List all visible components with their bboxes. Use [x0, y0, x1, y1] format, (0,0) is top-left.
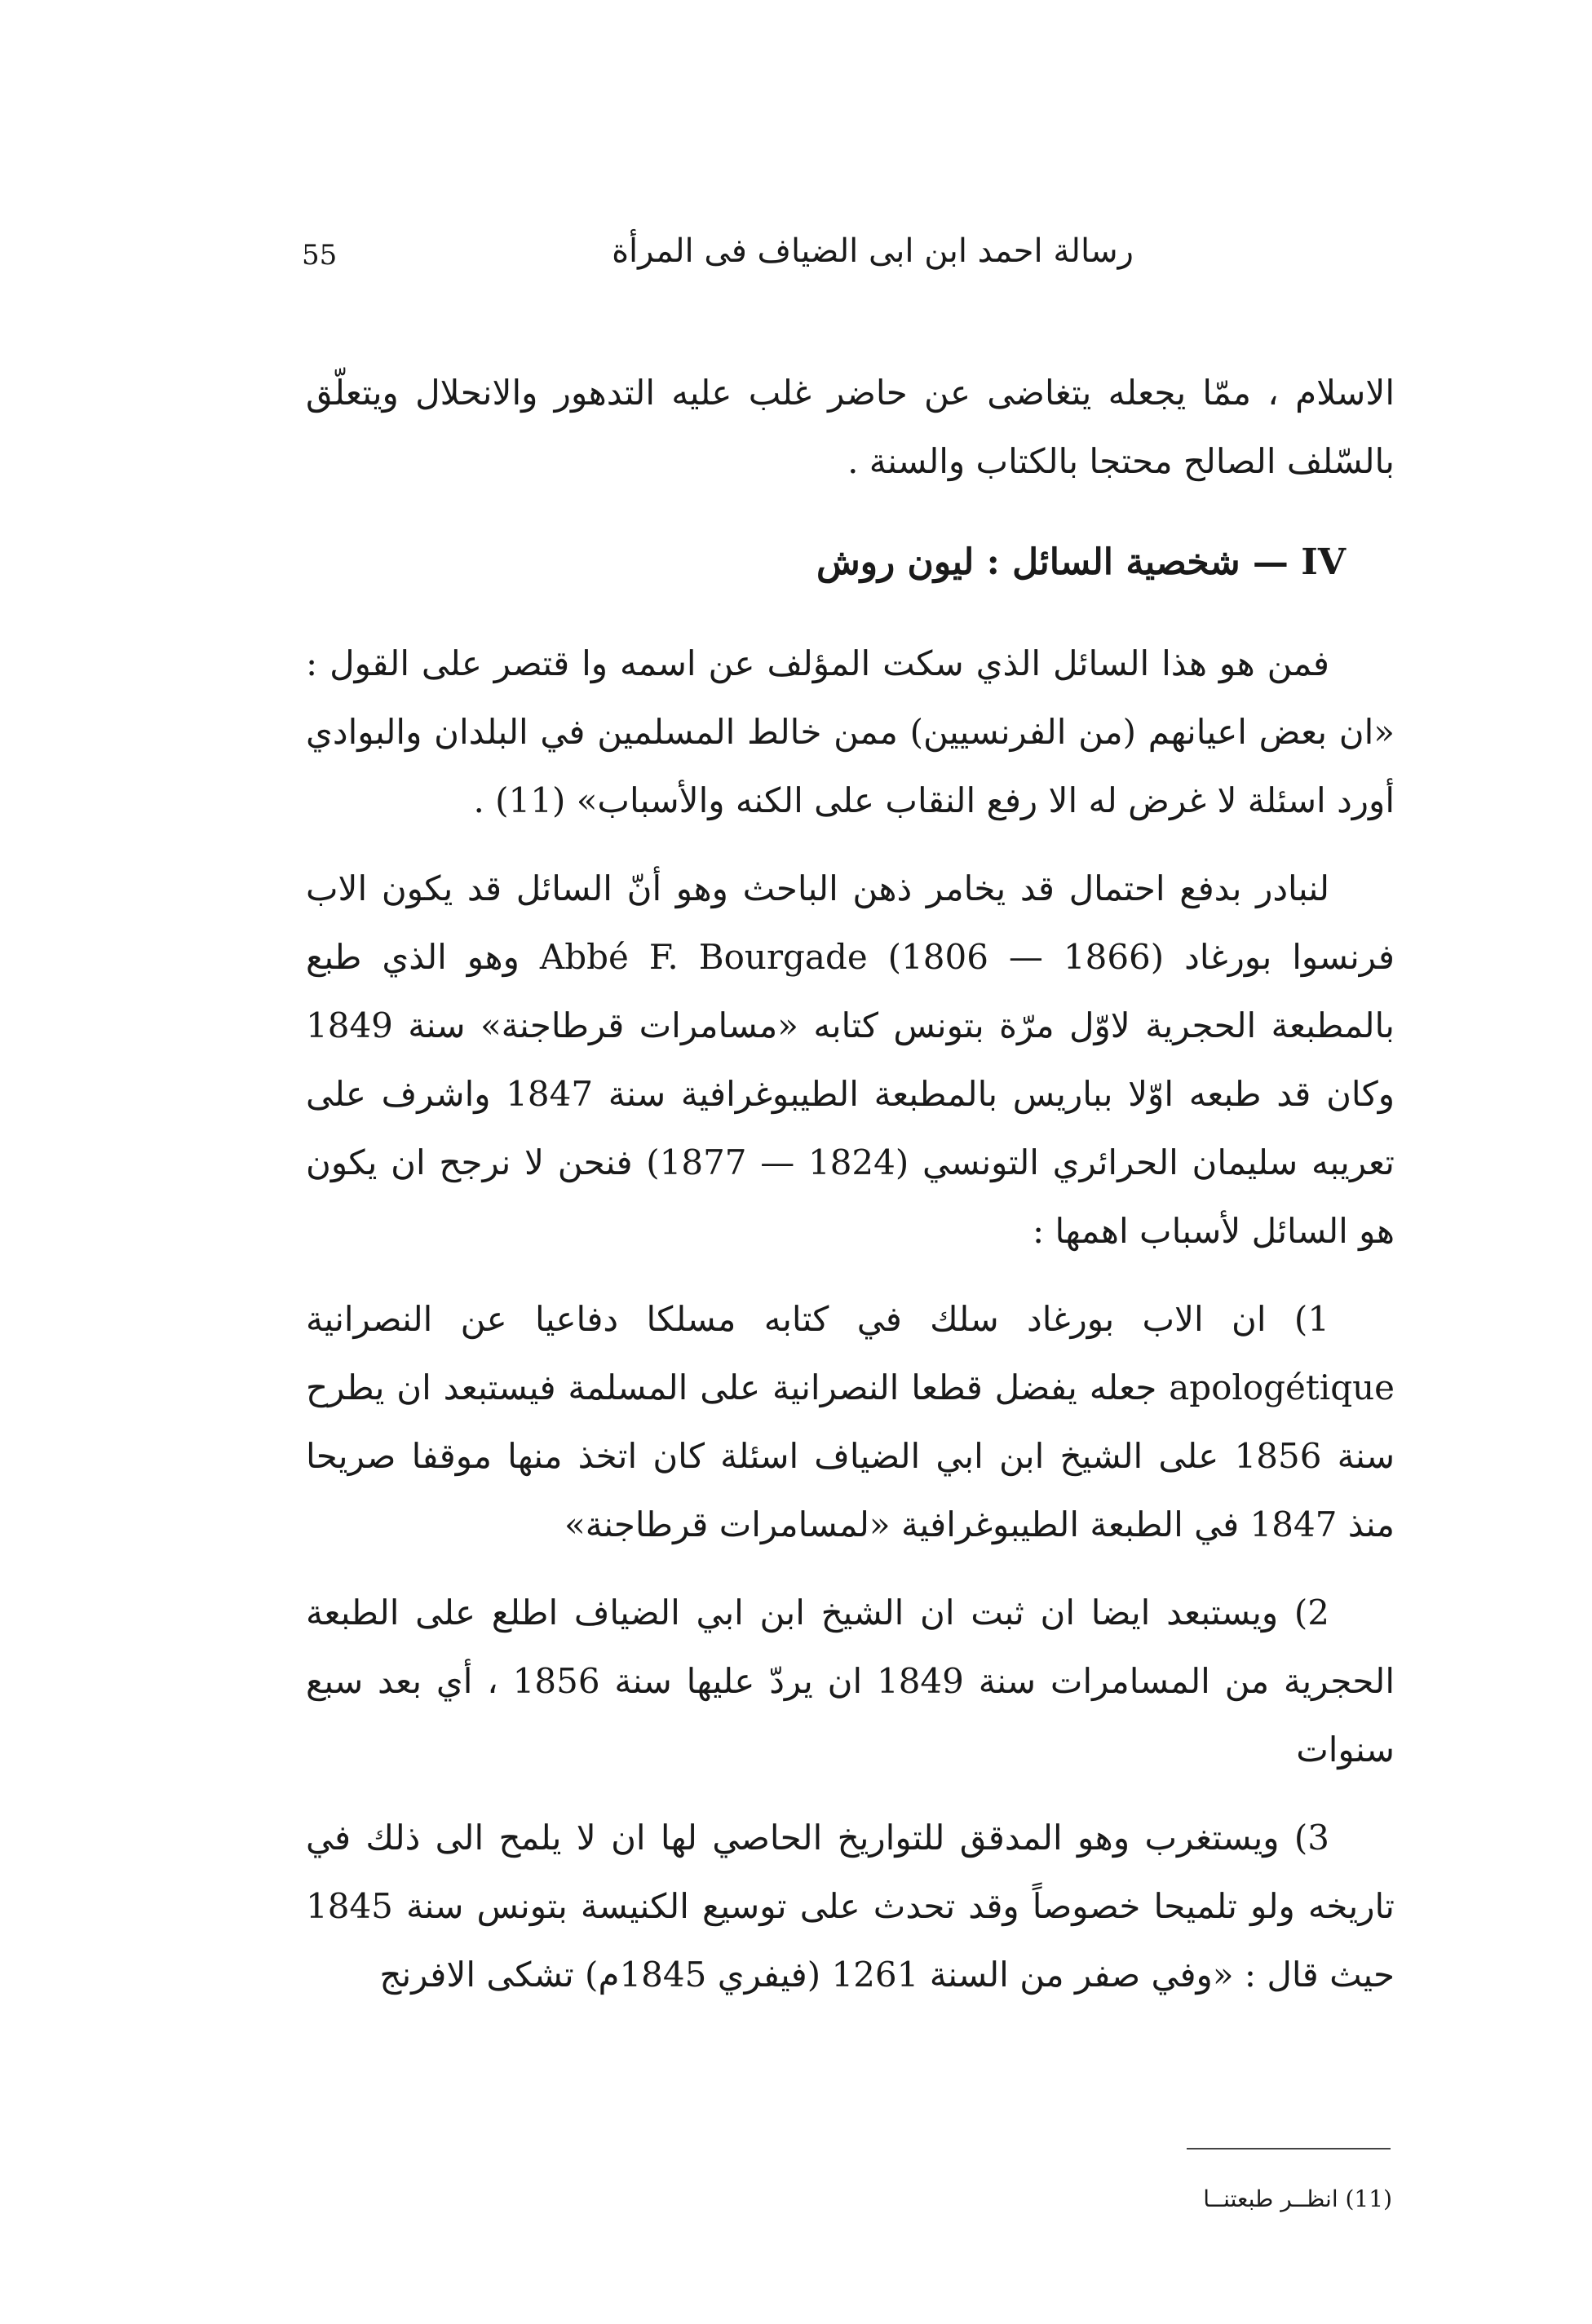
- footnote-separator: [1187, 2148, 1391, 2149]
- running-title: رسالة احمد ابن ابى الضياف فى المرأة: [612, 232, 1134, 270]
- section-heading: IV — شخصية السائل : ليون روش: [816, 541, 1346, 583]
- body-text: [306, 359, 1395, 2029]
- paragraph-6: 3) ويستغرب وهو المدقق للتواريخ الحاصي لها ان لا يلمح الى ذلك في تاريخه ولو تلميحا خصوصاً وقد تحدث على توسيع الكنيسة بتونس سنة 1845 حيث قال : «وفي صفر من السنة 1261 (فيفري 1845م) تشكى الافرنج: [306, 1818, 1395, 1995]
- page-number: 55: [302, 239, 338, 272]
- paragraph-5: 2) ويستبعد ايضا ان ثبت ان الشيخ ابن ابي الضياف اطلع على الطبعة الحجرية من المسامرات سنة 1849 ان يردّ عليها سنة 1856 ، أي بعد سبع سنوات: [306, 1593, 1395, 1770]
- page-header: [302, 232, 1134, 289]
- paragraph-4: 1) ان الاب بورغاد سلك في كتابه مسلكا دفاعيا عن النصرانية apologétique جعله يفضل قطعا النصرانية على المسلمة فيستبعد ان يطرح سنة 1856 على الشيخ ابن ابي الضياف اسئلة كان اتخذ منها موقفا صريحا منذ 1847 في الطبعة الطيبوغرافية «لمسامرات قرطاجنة»: [306, 1299, 1395, 1544]
- footnote: (11) انظــر طبعتنــا: [1203, 2185, 1392, 2212]
- paragraph-2: فمن هو هذا السائل الذي سكت المؤلف عن اسمه وا قتصر على القول : «ان بعض اعيانهم (من الفرنسيين) ممن خالط المسلمين في البلدان والبوادي أورد اسئلة لا غرض له الا رفع النقاب على الكنه والأسباب» (11) .: [306, 643, 1395, 820]
- paragraph-1: الاسلام ، ممّا يجعله يتغاضى عن حاضر غلب عليه التدهور والانحلال ويتعلّق بالسّلف الصالح محتجا بالكتاب والسنة .: [306, 373, 1395, 481]
- paragraph-3: لنبادر بدفع احتمال قد يخامر ذهن الباحث وهو أنّ السائل قد يكون الاب فرنسوا بورغاد Abbé F. Bourgade (1806 — 1866) وهو الذي طبع بالمطبعة الحجرية لاوّل مرّة بتونس كتابه «مسامرات قرطاجنة» سنة 1849 وكان قد طبعه اوّلا بباريس بالمطبعة الطيبوغرافية سنة 1847 واشرف على تعريبه سليمان الحرائري التونسي (1824 — 1877) فنحن لا نرجح ان يكون هو السائل لأسباب اهمها :: [306, 868, 1395, 1251]
